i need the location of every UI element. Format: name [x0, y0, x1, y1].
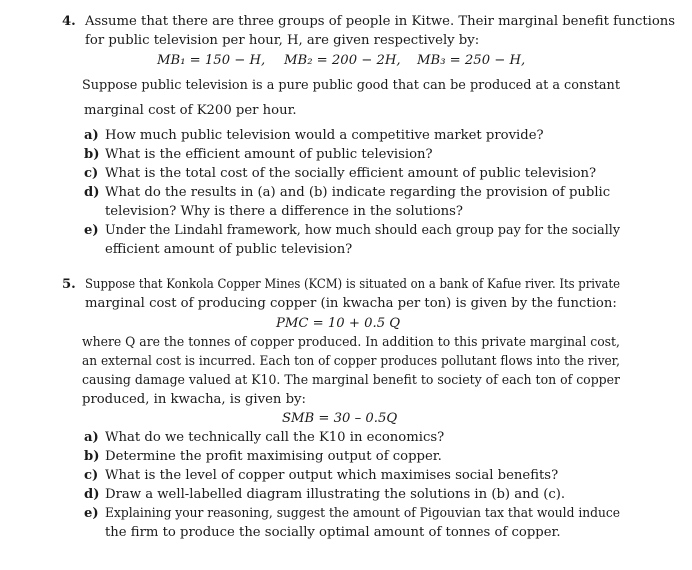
- question-5-intro-line-2: marginal cost of producing copper (in kwacha per ton) is given by the function:: [85, 296, 617, 311]
- q5-part-a-label: a): [84, 430, 99, 445]
- equation-smb: SMB = 30 – 0.5Q: [282, 411, 398, 426]
- equation-mb1: MB₁ = 150 − H,: [157, 53, 266, 68]
- equation-pmc: PMC = 10 + 0.5 Q: [276, 316, 401, 331]
- q5-part-c-text: What is the level of copper output which maximises social benefits?: [105, 468, 559, 483]
- q4-part-c-text: What is the total cost of the socially efficient amount of public television?: [105, 166, 597, 181]
- q4-part-b-text: What is the efficient amount of public television?: [105, 147, 433, 162]
- q5-part-b-text: Determine the profit maximising output of copper.: [105, 449, 442, 464]
- q5-part-e-text-line-2: the firm to produce the socially optimal amount of tonnes of copper.: [105, 525, 561, 540]
- q5-part-d-label: d): [84, 487, 100, 502]
- q4-part-e-text-line-2: efficient amount of public television?: [105, 242, 353, 257]
- q4-part-d-text-line-1: What do the results in (a) and (b) indicate regarding the provision of public: [105, 185, 611, 200]
- q5-part-d-text: Draw a well-labelled diagram illustrating the solutions in (b) and (c).: [105, 487, 566, 502]
- q4-part-a-text: How much public television would a competitive market provide?: [105, 128, 544, 143]
- q4-part-d-text-line-2: television? Why is there a difference in the solutions?: [105, 204, 464, 219]
- question-5-intro-line-1: Suppose that Konkola Copper Mines (KCM) is situated on a bank of Kafue river. Its private: [85, 277, 621, 292]
- q4-part-c-label: c): [84, 166, 99, 181]
- equation-mb3: MB₃ = 250 − H,: [417, 53, 526, 68]
- q5-part-e-text-line-1: Explaining your reasoning, suggest the amount of Pigouvian tax that would induce: [105, 506, 621, 521]
- q5-part-c-label: c): [84, 468, 99, 483]
- question-5-body-line-2: an external cost is incurred. Each ton of copper produces pollutant flows into the river,: [82, 354, 621, 369]
- q5-part-a-text: What do we technically call the K10 in economics?: [105, 430, 445, 445]
- question-5-number: 5.: [62, 277, 76, 292]
- question-4-suppose-line-2: marginal cost of K200 per hour.: [84, 103, 297, 118]
- question-4-intro-line-2: for public television per hour, H, are given respectively by:: [85, 33, 480, 48]
- question-4-number: 4.: [62, 14, 76, 29]
- question-4-suppose-line-1: Suppose public television is a pure public good that can be produced at a constant: [82, 78, 620, 93]
- q4-part-e-text-line-1: Under the Lindahl framework, how much should each group pay for the socially: [105, 223, 620, 238]
- question-5-body-line-4: produced, in kwacha, is given by:: [82, 392, 306, 407]
- question-4-intro-line-1: Assume that there are three groups of people in Kitwe. Their marginal benefit functions: [85, 14, 676, 29]
- q5-part-e-label: e): [84, 506, 99, 521]
- equation-mb2: MB₂ = 200 − 2H,: [284, 53, 401, 68]
- q4-part-a-label: a): [84, 128, 99, 143]
- question-5-body-line-1: where Q are the tonnes of copper produced. In addition to this private marginal cost,: [82, 335, 620, 350]
- question-5-body-line-3: causing damage valued at K10. The marginal benefit to society of each ton of copper: [82, 373, 621, 388]
- q5-part-b-label: b): [84, 449, 100, 464]
- q4-part-e-label: e): [84, 223, 99, 238]
- q4-part-b-label: b): [84, 147, 100, 162]
- q4-part-d-label: d): [84, 185, 100, 200]
